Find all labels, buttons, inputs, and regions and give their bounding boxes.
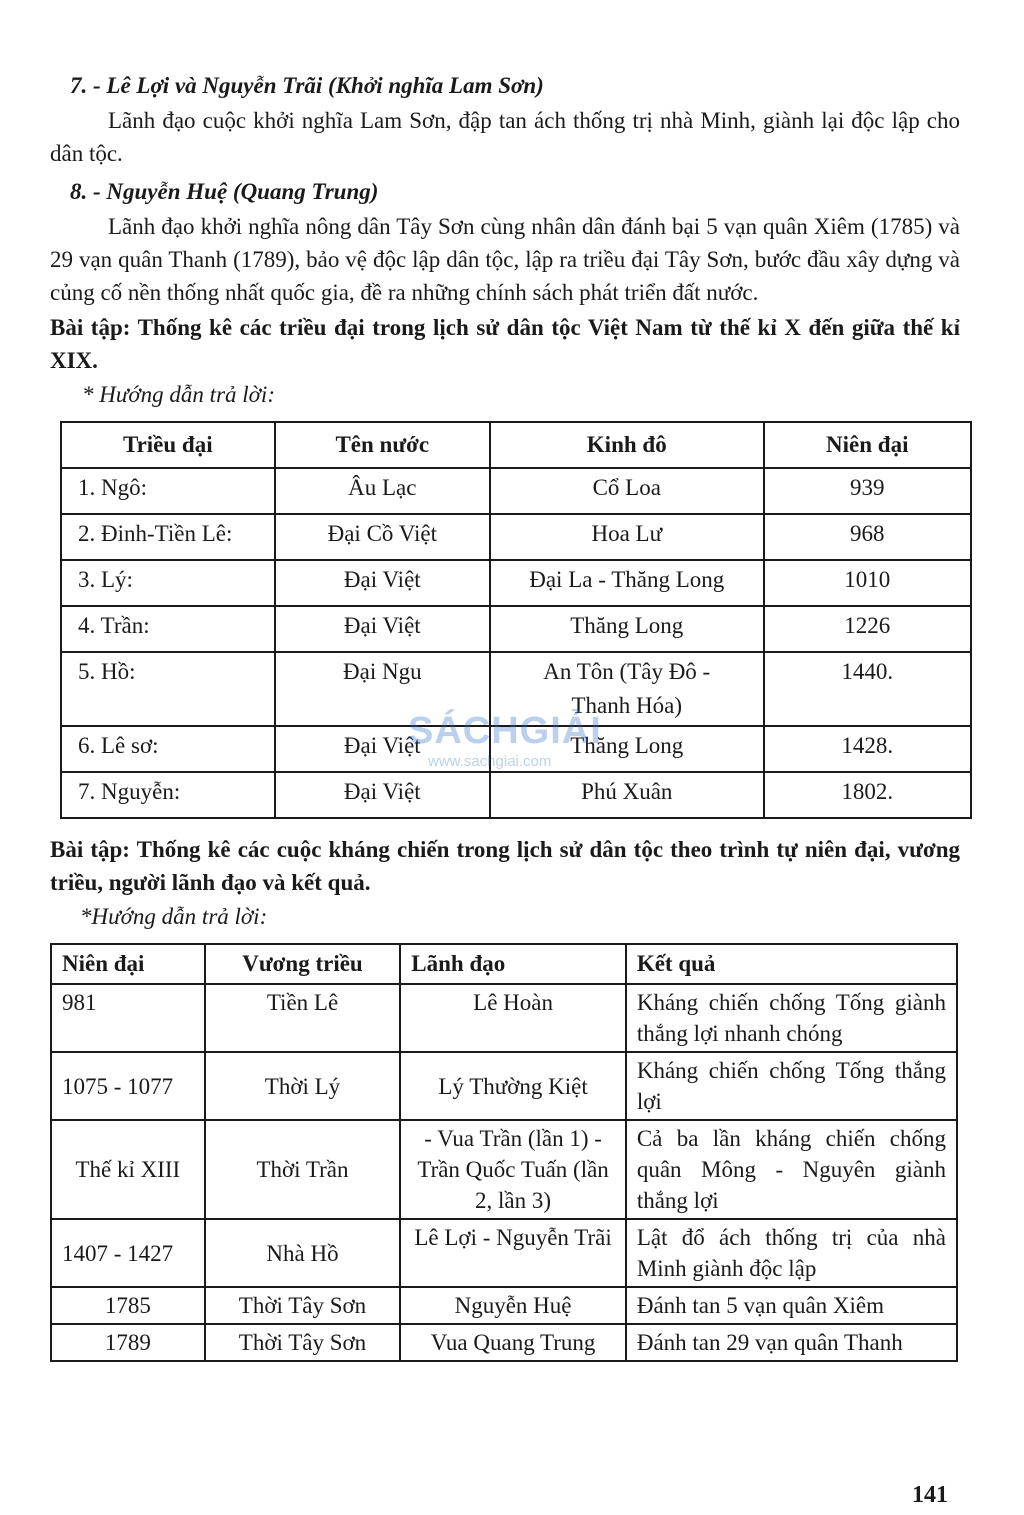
year-cell: 968 <box>764 514 972 560</box>
result-cell: Cả ba lần kháng chiến chống quân Mông - Nguyên giành thắng lợi <box>626 1120 957 1219</box>
result-cell: Lật đổ ách thống trị của nhà Minh giành độc lập <box>626 1219 957 1287</box>
dynasty-cell: 7. Nguyễn: <box>61 772 275 818</box>
leader-cell: Lê Lợi - Nguyễn Trãi <box>400 1219 626 1287</box>
table-row <box>51 1052 957 1120</box>
watermark-url: www.sachgiai.com <box>428 753 552 770</box>
header-cell: Kinh đô <box>490 422 763 468</box>
section-text-7: Lãnh đạo cuộc khởi nghĩa Lam Sơn, đập tan ách thống trị nhà Minh, giành lại độc lập cho dân tộc. <box>50 108 960 166</box>
year-cell: 981 <box>51 984 205 1052</box>
country-cell: Âu Lạc <box>275 468 490 514</box>
capital-cell: An Tôn (Tây Đô -Thanh Hóa) <box>490 652 763 726</box>
capital-cell: Đại La - Thăng Long <box>490 560 763 606</box>
resistance-table <box>50 943 958 1362</box>
capital-cell: Thăng Long <box>490 726 763 772</box>
table-row <box>51 984 957 1052</box>
section-text-8: Lãnh đạo khởi nghĩa nông dân Tây Sơn cùng nhân dân đánh bại 5 vạn quân Xiêm (1785) và 29 vạn quân Thanh (1789), bảo vệ độc lập dân tộc, lập ra triều đại Tây Sơn, bước đầu xây dựng và củng cố nền thống nhất quốc gia, đề ra những chính sách phát triển đất nước. <box>50 214 960 305</box>
dynasty-cell: 4. Trần: <box>61 606 275 652</box>
table-row <box>61 468 971 514</box>
dynasty-cell: Tiền Lê <box>205 984 401 1052</box>
exercise-2-title: Bài tập: Thống kê các cuộc kháng chiến trong lịch sử dân tộc theo trình tự niên đại, vương triều, người lãnh đạo và kết quả. <box>50 837 960 895</box>
dynasty-cell: 2. Đinh-Tiền Lê: <box>61 514 275 560</box>
table-row <box>61 514 971 560</box>
header-cell: Lãnh đạo <box>400 944 626 984</box>
leader-cell: Lý Thường Kiệt <box>400 1052 626 1120</box>
page-number: 141 <box>912 1482 948 1508</box>
dynasty-table <box>60 421 972 819</box>
result-cell: Kháng chiến chống Tống giành thắng lợi nhanh chóng <box>626 984 957 1052</box>
header-cell: Tên nước <box>275 422 490 468</box>
country-cell: Đại Cồ Việt <box>275 514 490 560</box>
result-cell: Đánh tan 5 vạn quân Xiêm <box>626 1287 957 1324</box>
header-cell: Kết quả <box>626 944 957 984</box>
leader-cell: Nguyễn Huệ <box>400 1287 626 1324</box>
capital-cell: Thăng Long <box>490 606 763 652</box>
header-cell: Vương triều <box>205 944 401 984</box>
year-cell: 1802. <box>764 772 972 818</box>
table-row <box>61 726 971 772</box>
table-row <box>51 1324 957 1361</box>
country-cell: Đại Việt <box>275 560 490 606</box>
country-cell: Đại Việt <box>275 606 490 652</box>
capital-cell: Phú Xuân <box>490 772 763 818</box>
table-row <box>51 1219 957 1287</box>
section-heading-8: 8. - Nguyễn Huệ (Quang Trung) <box>70 179 379 204</box>
section-heading-7: 7. - Lê Lợi và Nguyễn Trãi (Khởi nghĩa Lam Sơn) <box>70 73 544 98</box>
dynasty-cell: Thời Tây Sơn <box>205 1324 401 1361</box>
year-cell: 1226 <box>764 606 972 652</box>
year-cell: 1440. <box>764 652 972 726</box>
year-cell: 1789 <box>51 1324 205 1361</box>
result-cell: Đánh tan 29 vạn quân Thanh <box>626 1324 957 1361</box>
leader-cell: Lê Hoàn <box>400 984 626 1052</box>
country-cell: Đại Việt <box>275 726 490 772</box>
table-row <box>61 606 971 652</box>
table-row <box>61 652 971 726</box>
table-header-row <box>51 944 957 984</box>
dynasty-cell: Thời Lý <box>205 1052 401 1120</box>
header-cell: Niên đại <box>764 422 972 468</box>
exercise-1-title: Bài tập: Thống kê các triều đại trong lịch sử dân tộc Việt Nam từ thế kỉ X đến giữa thế kỉ XIX. <box>50 315 960 373</box>
dynasty-cell: Thời Tây Sơn <box>205 1287 401 1324</box>
dynasty-cell: 6. Lê sơ: <box>61 726 275 772</box>
table-row <box>61 772 971 818</box>
year-cell: 1075 - 1077 <box>51 1052 205 1120</box>
dynasty-cell: 1. Ngô: <box>61 468 275 514</box>
year-cell: 1785 <box>51 1287 205 1324</box>
exercise-2-guide: *Hướng dẫn trả lời: <box>80 904 268 929</box>
watermark-brand: SÁCHGIẢI <box>408 710 602 752</box>
table-row <box>51 1120 957 1219</box>
leader-cell: Vua Quang Trung <box>400 1324 626 1361</box>
capital-cell: Cổ Loa <box>490 468 763 514</box>
dynasty-cell: Nhà Hồ <box>205 1219 401 1287</box>
result-cell: Kháng chiến chống Tống thắng lợi <box>626 1052 957 1120</box>
header-cell: Triều đại <box>61 422 275 468</box>
table-row <box>51 1287 957 1324</box>
year-cell: 939 <box>764 468 972 514</box>
country-cell: Đại Ngu <box>275 652 490 726</box>
table-header-row <box>61 422 971 468</box>
year-cell: 1428. <box>764 726 972 772</box>
year-cell: Thế kỉ XIII <box>51 1120 205 1219</box>
header-cell: Niên đại <box>51 944 205 984</box>
country-cell: Đại Việt <box>275 772 490 818</box>
leader-cell: - Vua Trần (lần 1) - Trần Quốc Tuấn (lần 2, lần 3) <box>400 1120 626 1219</box>
dynasty-cell: 3. Lý: <box>61 560 275 606</box>
capital-cell: Hoa Lư <box>490 514 763 560</box>
exercise-1-guide: * Hướng dẫn trả lời: <box>82 382 275 407</box>
year-cell: 1010 <box>764 560 972 606</box>
page-content <box>50 68 960 1362</box>
year-cell: 1407 - 1427 <box>51 1219 205 1287</box>
dynasty-cell: 5. Hồ: <box>61 652 275 726</box>
dynasty-cell: Thời Trần <box>205 1120 401 1219</box>
table-row <box>61 560 971 606</box>
